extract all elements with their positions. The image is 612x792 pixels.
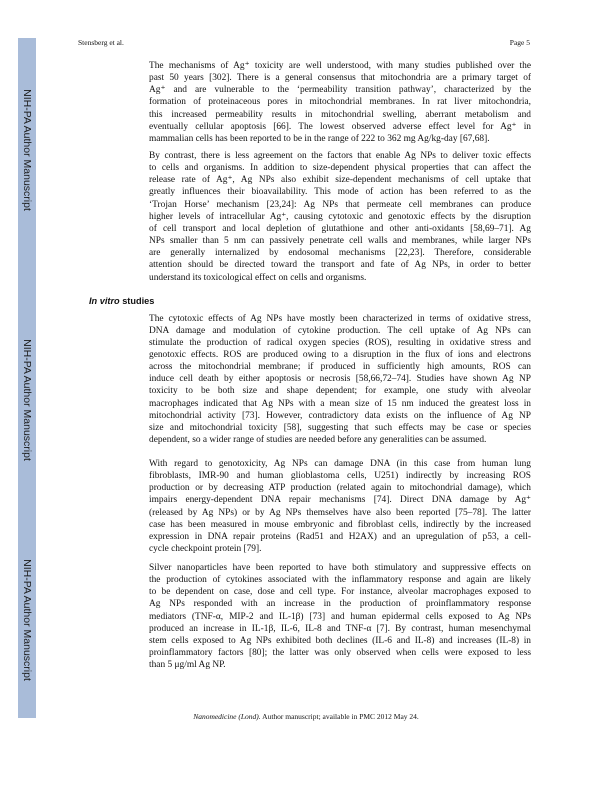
text-line: impairs energy-dependent DNA repair mechanisms [74]. Direct DNA damage by Ag⁺ [149, 495, 531, 506]
paragraph [149, 313, 531, 447]
text-line: The cytotoxic effects of Ag NPs have mostly been characterized in terms of oxidative stress, [149, 313, 531, 324]
text-line: formation of proteinaceous pores in mitochondrial membranes. In rat liver mitochondria, [149, 97, 531, 108]
text-line: (released by Ag NPs) or by Ag NPs themselves have also been reported [75–78]. The latter [149, 507, 531, 518]
sidebar-label-text: NIH-PA Author Manuscript [21, 339, 33, 461]
paragraph [149, 458, 531, 555]
text-line: toxicity to be both size and shape dependent; for example, one study with alveolar [149, 386, 531, 397]
text-line: production or by decreasing ATP production (related again to mitochondrial damage), which [149, 483, 531, 494]
text-line: The mechanisms of Ag⁺ toxicity are well understood, with many studies published over the [149, 61, 531, 71]
text-line: size and mitochondrial toxicity [58], suggesting that such effects may be case or species [149, 422, 531, 433]
text-line: stem cells exposed to Ag NPs exhibited both declines (IL-6 and IL-8) and increases (IL-8) in [149, 635, 531, 646]
text-line: produced an increase in IL-1β, IL-6, IL-8 and TNF-α [7]. By contrast, human mesenchymal [149, 623, 531, 634]
text-line: Silver nanoparticles have been reported to have both stimulatory and suppressive effects on [149, 563, 531, 573]
footer-journal: Nanomedicine (Lond). [193, 712, 261, 721]
text-line: ‘Trojan Horse’ mechanism [23,24]: Ag NPs that permeate cell membranes can produce [149, 199, 531, 210]
sidebar-label-text: NIH-PA Author Manuscript [21, 89, 33, 211]
text-line: the production of cytokines associated with the inflammatory response and again are likely [149, 575, 531, 586]
text-line: macrophages indicated that Ag NPs with a mean size of 15 nm induced the greatest loss in [149, 398, 531, 409]
text-line: are generally internalized by endosomal mechanisms [22,23]. Therefore, considerable [149, 248, 531, 259]
paragraph [149, 562, 531, 671]
running-header-author: Stensberg et al. [78, 38, 124, 47]
text-line: DNA damage and modulation of cytokine production. The cell uptake of Ag NPs can [149, 325, 531, 336]
sidebar-label-text: NIH-PA Author Manuscript [21, 559, 33, 681]
text-line: eventually cellular apoptosis [66]. The lowest observed adverse effect level for Ag⁺ in [149, 121, 531, 132]
text-line: cycle checkpoint protein [79]. [149, 544, 262, 555]
text-line: Ag NPs responded with an increase in the production of proinflammatory response [149, 599, 531, 610]
heading-italic: In vitro [89, 296, 120, 306]
text-line: NPs smaller than 5 nm can passively penetrate cell walls and membranes, while larger NPs [149, 236, 531, 247]
text-line: past 50 years [302]. There is a general consensus that mitochondria are a primary target of [149, 73, 531, 84]
text-line: stimulate the production of radical oxygen species (ROS), resulting in oxidative stress and [149, 337, 531, 348]
footer [0, 712, 612, 721]
text-line: case has been measured in mouse embryonic and fibroblast cells, indirectly by the increased [149, 519, 531, 530]
text-line: With regard to genotoxicity, Ag NPs can damage DNA (in this case from human lung [149, 459, 531, 469]
text-line: this increased permeability results in mitochondrial swelling, aberrant metabolism and [149, 109, 531, 120]
text-line: fibroblasts, IMR-90 and human glioblastoma cells, U251) indirectly by increasing ROS [149, 471, 531, 482]
text-line: than 5 μg/ml Ag NP. [149, 660, 226, 671]
text-line: understand its toxicological effect on cells and organisms. [149, 272, 367, 283]
paragraph [149, 150, 531, 284]
text-line: induce cell death by either apoptosis or necrosis [58,66,72–74]. Studies have shown Ag NP [149, 374, 531, 385]
nih-pa-sidebar [18, 38, 36, 718]
text-line: mammalian cells has been reported to be in the range of 222 to 362 mg Ag/kg-day [67,68]. [149, 133, 490, 144]
page-number: Page 5 [509, 38, 530, 47]
text-line: to be dependent on case, dose and cell type. For instance, alveolar macrophages exposed to [149, 587, 531, 598]
heading-rest: studies [119, 296, 155, 306]
text-line: dependent, so a wider range of studies are needed before any generalities can be assumed. [149, 435, 487, 446]
text-line: release rate of Ag⁺, Ag NPs also exhibit size-dependent mechanisms of cell uptake that [149, 175, 531, 186]
text-line: Ag⁺ and are vulnerable to the ‘permeability transition pathway’, characterized by the [149, 85, 531, 96]
section-heading [89, 296, 154, 306]
text-line: mediators (TNF-α, MIP-2 and IL-1β) [73] and human epidermal cells exposed to Ag NPs [149, 611, 531, 622]
text-line: across the mitochondrial membrane; if produced in sufficiently high amounts, ROS can [149, 362, 531, 373]
paragraph [149, 60, 531, 145]
text-line: By contrast, there is less agreement on the factors that enable Ag NPs to deliver toxic effects [149, 151, 531, 161]
text-line: higher levels of intracellular Ag⁺, causing cytotoxic and genotoxic effects by the disruption [149, 211, 531, 222]
text-line: proinflammatory factors [80]; the latter was only observed when cells were exposed to less [149, 648, 531, 659]
text-line: attention should be directed toward the transport and fate of Ag NPs, in order to better [149, 260, 531, 271]
text-line: to cells and organisms. In addition to size-dependent physical properties that can affect the [149, 163, 531, 174]
text-line: mitochondrial activity [73]. However, contradictory data exists on the influence of Ag NP [149, 410, 531, 421]
text-line: of cell transport and local depletion of glutathione and other anti-oxidants [58,69–71]. Ag [149, 223, 531, 234]
text-line: expression in DNA repair proteins (Rad51 and H2AX) and an upregulation of p53, a cell- [149, 531, 531, 542]
text-line: genotoxic effects. ROS are produced owing to a disruption in the flux of ions and electrons [149, 349, 531, 360]
footer-text: Author manuscript; available in PMC 2012 May 24. [260, 712, 419, 721]
text-line: greatly influences their bioavailability. This mode of action has been referred to as the [149, 187, 531, 198]
